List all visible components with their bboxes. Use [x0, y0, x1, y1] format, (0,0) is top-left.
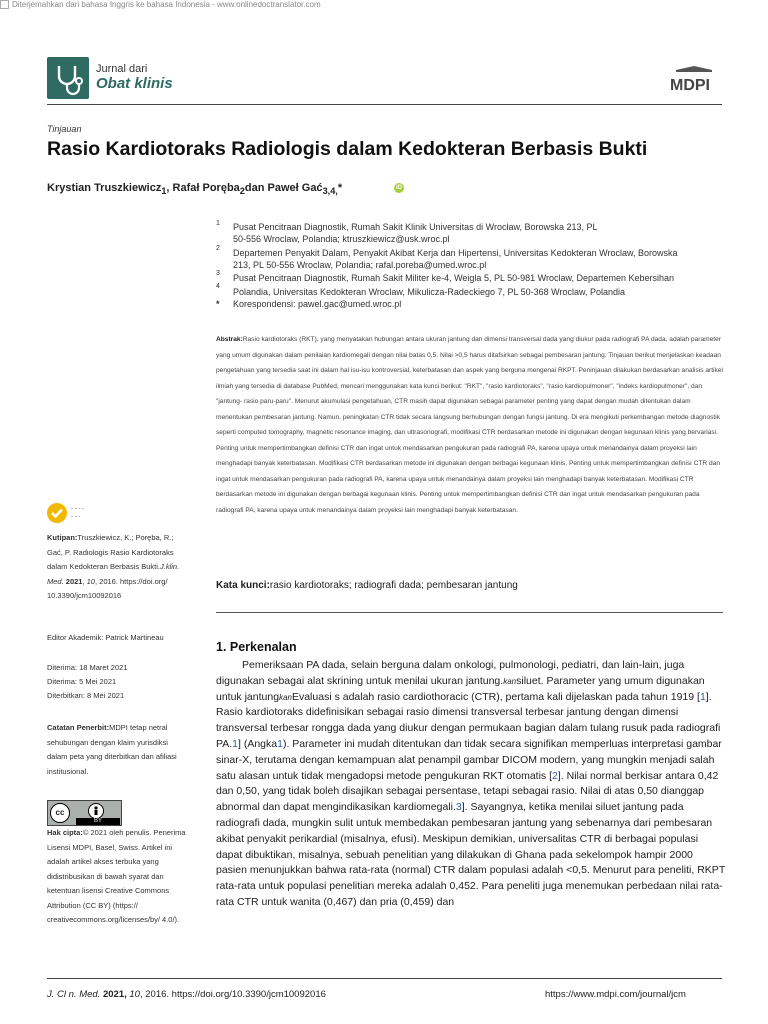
section-heading: 1. Perkenalan: [216, 640, 297, 654]
publisher-note-text: MDPI tetap netral sehubungan dengan klaim yurisdiksi dalam peta yang diterbitkan dan afiliasi institusional.: [47, 723, 177, 776]
copyright: [47, 826, 187, 928]
author-separator: ,: [166, 182, 173, 194]
author-list: [47, 182, 342, 196]
keywords-text: rasio kardiotoraks; radiografi dada; pembesaran jantung: [269, 580, 518, 591]
header-divider: [47, 104, 722, 105]
copyright-text: © 2021 oleh penulis. Penerima Lisensi MDPI, Basel, Swiss. Artikel ini adalah artikel akses terbuka yang didistribusikan di bawah syarat dan ketentuan lisensi Creative Commons Attribution (CC BY) (https:// creativecommons.org/licenses/by/ 4.0/).: [47, 828, 186, 924]
check-for-updates-label[interactable]: - - - - - - -: [71, 506, 84, 520]
author-2[interactable]: Rafał Poręba: [172, 182, 240, 194]
attribution-icon: [88, 803, 104, 819]
affiliation-number: 1: [216, 220, 220, 227]
footer-journal: J. Cl n. Med.: [47, 989, 101, 1000]
citation-year: 2021: [65, 576, 83, 586]
author-1[interactable]: Krystian Truszkiewicz: [47, 182, 162, 194]
corresponding-star: *: [337, 182, 343, 194]
footer-divider: [47, 978, 722, 979]
document-icon: [0, 0, 9, 9]
stethoscope-icon: [47, 57, 89, 99]
citation: Kutipan:Truszkiewicz, K.; Poręba, R.; Gać, P. Radiologis Rasio Kardiotoraks dalam Kedokteran Berbasis Bukti.J.klin. Med. 2021, 10, 2016. https://doi.org/ 10.3390/jcm10092016: [47, 533, 180, 600]
reference-link[interactable]: 1: [699, 690, 706, 703]
copyright-label: Hak cipta:: [47, 828, 83, 837]
date-received: Diterima: 18 Maret 2021: [47, 663, 128, 672]
academic-editor: Editor Akademik: Patrick Martineau: [47, 633, 164, 642]
affiliation-2: Departemen Penyakit Dalam, Penyakit Akibat Kerja dan Hipertensi, Universitas Kedokteran Wroclaw, Borowska 213, PL 50-556 Wroclaw, Polandia; rafal.poreba@umed.wroc.pl: [233, 248, 678, 270]
date-published: Diterbitkan: 8 Mei 2021: [47, 691, 125, 700]
by-label: BY: [76, 818, 120, 825]
footer-year: 2021,: [102, 989, 127, 1000]
article-title: Rasio Kardiotoraks Radiologis dalam Kedokteran Berbasis Bukti: [47, 138, 648, 160]
publisher-note: [47, 721, 187, 779]
citation-journal: J.klin. Med.: [47, 562, 180, 586]
reference-link[interactable]: 2: [552, 769, 558, 782]
figure-link[interactable]: 1: [277, 737, 283, 750]
citation-text: Truszkiewicz, K.; Poręba, R.; Gać, P. Radiologis Rasio Kardiotoraks dalam Kedokteran Berbasis Bukti.: [47, 533, 174, 571]
affiliation-star: *: [216, 299, 220, 309]
affiliation-3: Pusat Pencitraan Diagnostik, Rumah Sakit Militer ke-4, Weigla 5, PL 50-981 Wroclaw, Departemen Kebersihan: [233, 273, 675, 283]
journal-prefix: Jurnal dari: [96, 63, 148, 75]
author-2-affil: 2: [239, 186, 245, 197]
cc-by-license-badge[interactable]: [47, 800, 122, 826]
article-type: Tinjauan: [47, 124, 82, 134]
abstract-label: Abstrak:: [216, 336, 243, 343]
publication-dates: [47, 661, 187, 703]
citation-label: Kutipan:: [47, 533, 78, 542]
keywords: [216, 580, 518, 591]
creative-commons-icon: cc: [50, 803, 70, 823]
footer-citation: [47, 989, 326, 1000]
date-accepted: Diterima: 5 Mei 2021: [47, 677, 117, 686]
publisher-logo: [668, 66, 720, 101]
reference-link[interactable]: 3: [455, 801, 462, 814]
keywords-divider: [216, 612, 723, 613]
footer-volume: 10: [129, 989, 140, 1000]
publisher-name: MDPI: [670, 77, 710, 94]
author-separator: dan: [244, 182, 268, 194]
footer-journal-url[interactable]: https://www.mdpi.com/journal/jcm: [545, 989, 686, 1000]
keywords-label: Kata kunci:: [216, 580, 270, 591]
footer-doi[interactable]: , 2016. https://doi.org/10.3390/jcm10092016: [139, 989, 326, 1000]
author-3[interactable]: Paweł Gać: [267, 182, 323, 194]
reference-link[interactable]: 1: [232, 737, 238, 750]
author-1-affil: 1: [161, 186, 167, 197]
abstract: [216, 332, 723, 518]
orcid-icon[interactable]: iD: [396, 185, 402, 191]
journal-name: Obat klinis: [96, 75, 173, 92]
correspondence: Korespondensi: pawel.gac@umed.wroc.pl: [233, 299, 402, 309]
translator-note[interactable]: [0, 0, 321, 9]
author-3-affil: 3,4,: [322, 186, 338, 197]
citation-volume: 10: [86, 576, 95, 586]
roof-icon: [676, 66, 712, 72]
publisher-note-label: Catatan Penerbit:: [47, 723, 110, 732]
affiliation-number: 3: [216, 270, 220, 277]
body-paragraph: Pemeriksaan PA dada, selain berguna dalam onkologi, pulmonologi, pediatri, dan lain-lain, juga digunakan sebagai alat skrining untuk menilai ukuran jantung.kansiluet. Parameter yang umum digunakan untuk jantungkanEvaluasi s adalah rasio cardiothoracic (CTR), pertama kali dijelaskan pada tahun 1919 [1]. Rasio kardiotoraks didefinisikan sebagai rasio dimensi transversal terbesar jantung dengan dimensi transversal terbesar rongga dada yang diukur dengan permukaan bagian dalam tulang rusuk pada radiografi PA.1] (Angka1). Parameter ini mudah ditentukan dan tidak secara signifikan memperluas interpretasi gambar sinar-X, terutama dengan kemampuan alat penampil gambar DICOM modern, yang mungkin menjadi salah satu alasan untuk tidak mengadopsi metode pengukuran RKT otomatis [2]. Nilai normal berkisar antara 0,42 dan 0,50, yang tidak boleh disajikan sebagai persentase, tetapi sebagai rasio. Nilai di atas 0,50 dianggap abnormal dan dapat mengindikasikan kardiomegali.3]. Sayangnya, ketika menilai siluet jantung pada radiografi dada, mungkin sulit untuk membedakan pembesaran jantung yang sebenarnya dari pembesaran akibat penyakit perikardial (misalnya, efusi). Meskipun demikian, universalitas CTR di berbagai populasi dapat dibuktikan, misalnya, sebuah penelitian yang dilakukan di Ghana pada sekelompok hampir 2000 pasien menunjukkan bahwa rata-rata (normal) CTR dalam populasi adalah <0,5. Menurut para peneliti, RKPT rata-rata untuk populasi penelitian mereka adalah 0,452. Para peneliti juga menemukan perbedaan nilai rata-rata CTR untuk wanita (0,467) dan pria (0,459) dan: [216, 659, 726, 908]
abstract-text: Rasio kardiotoraks (RKT), yang menyatakan hubungan antara ukuran jantung dan dimensi transversal dada yang diukur pada radiografi PA dada, adalah parameter yang umum digunakan dalam penilaian kardiomegali dengan nilai batas 0,5. Nilai >0,5 harus ditafsirkan sebagai pembesaran jantung. Tinjauan berikut menjelaskan keadaan pengetahuan yang tersedia saat ini dalam hal isu-isu kontroversial, keterbatasan dan aspek yang berguna mengenai RKPT. Peninjauan dilakukan berdasarkan analisis artikel ilmiah yang tersedia di database PubMed, mencari menggunakan kata kunci berikut: "RKT", "rasio kardiotoraks", "rasio kardiopulmoner", "indeks kardiopulmoner", dan "jantung- rasio paru-paru". Menurut akumulasi pengetahuan, CTR masih dapat digunakan sebagai parameter penting yang dapat dengan mudah ditentukan dalam menentukan pembesaran jantung. Namun, peningkatan CTR tidak secara langsung berhubungan dengan fungsi jantung. Di era mengikuti perkembangan metode diagnostik seperti computed tomography, magnetic resonance imaging, dan ultrasonografi, modifikasi CTR berdasarkan metode ini digunakan dengan kegunaan klinis yang bervariasi. Penting untuk mempertimbangkan definisi CTR dan ingat untuk mendasarkan pengukuran pada radiografi PA, karena upaya untuk menandainya dalam proyeksi lain menghadapi banyak keterbatasan. Modifikasi CTR berdasarkan metode ini digunakan dengan berbagai kegunaan klinis. Penting untuk mempertimbangkan definisi CTR dan ingat untuk mendasarkan pengukuran pada radiografi PA, karena upaya untuk menandainya dalam proyeksi lain menghadapi banyak keterbatasan. Modifikasi CTR berdasarkan metode ini digunakan dengan berbagai kegunaan klinis. Penting untuk mempertimbangkan definisi CTR dan ingat untuk mendasarkan pengukuran pada radiografi PA, karena upaya untuk menandainya dalam proyeksi lain menghadapi banyak keterbatasan.: [216, 336, 723, 514]
affiliation-4: Polandia, Universitas Kedokteran Wroclaw, Mikulicza-Radeckiego 7, PL 50-368 Wroclaw, Polandia: [233, 287, 626, 297]
check-for-updates-icon[interactable]: [47, 503, 67, 523]
journal-logo: [47, 57, 89, 99]
affiliation-number: 2: [216, 245, 220, 252]
affiliation-1: Pusat Pencitraan Diagnostik, Rumah Sakit Klinik Universitas di Wrocław, Borowska 213, PL 50-556 Wroclaw, Polandia; ktruszkiewicz@usk.wroc.pl: [233, 222, 598, 244]
translator-note-text: Diterjemahkan dari bahasa Inggris ke bahasa Indonesia - www.onlinedoctranslator.com: [12, 0, 321, 9]
affiliation-number: 4: [216, 283, 220, 290]
citation-doi[interactable]: , 2016. https://doi.org/ 10.3390/jcm10092016: [47, 576, 168, 600]
